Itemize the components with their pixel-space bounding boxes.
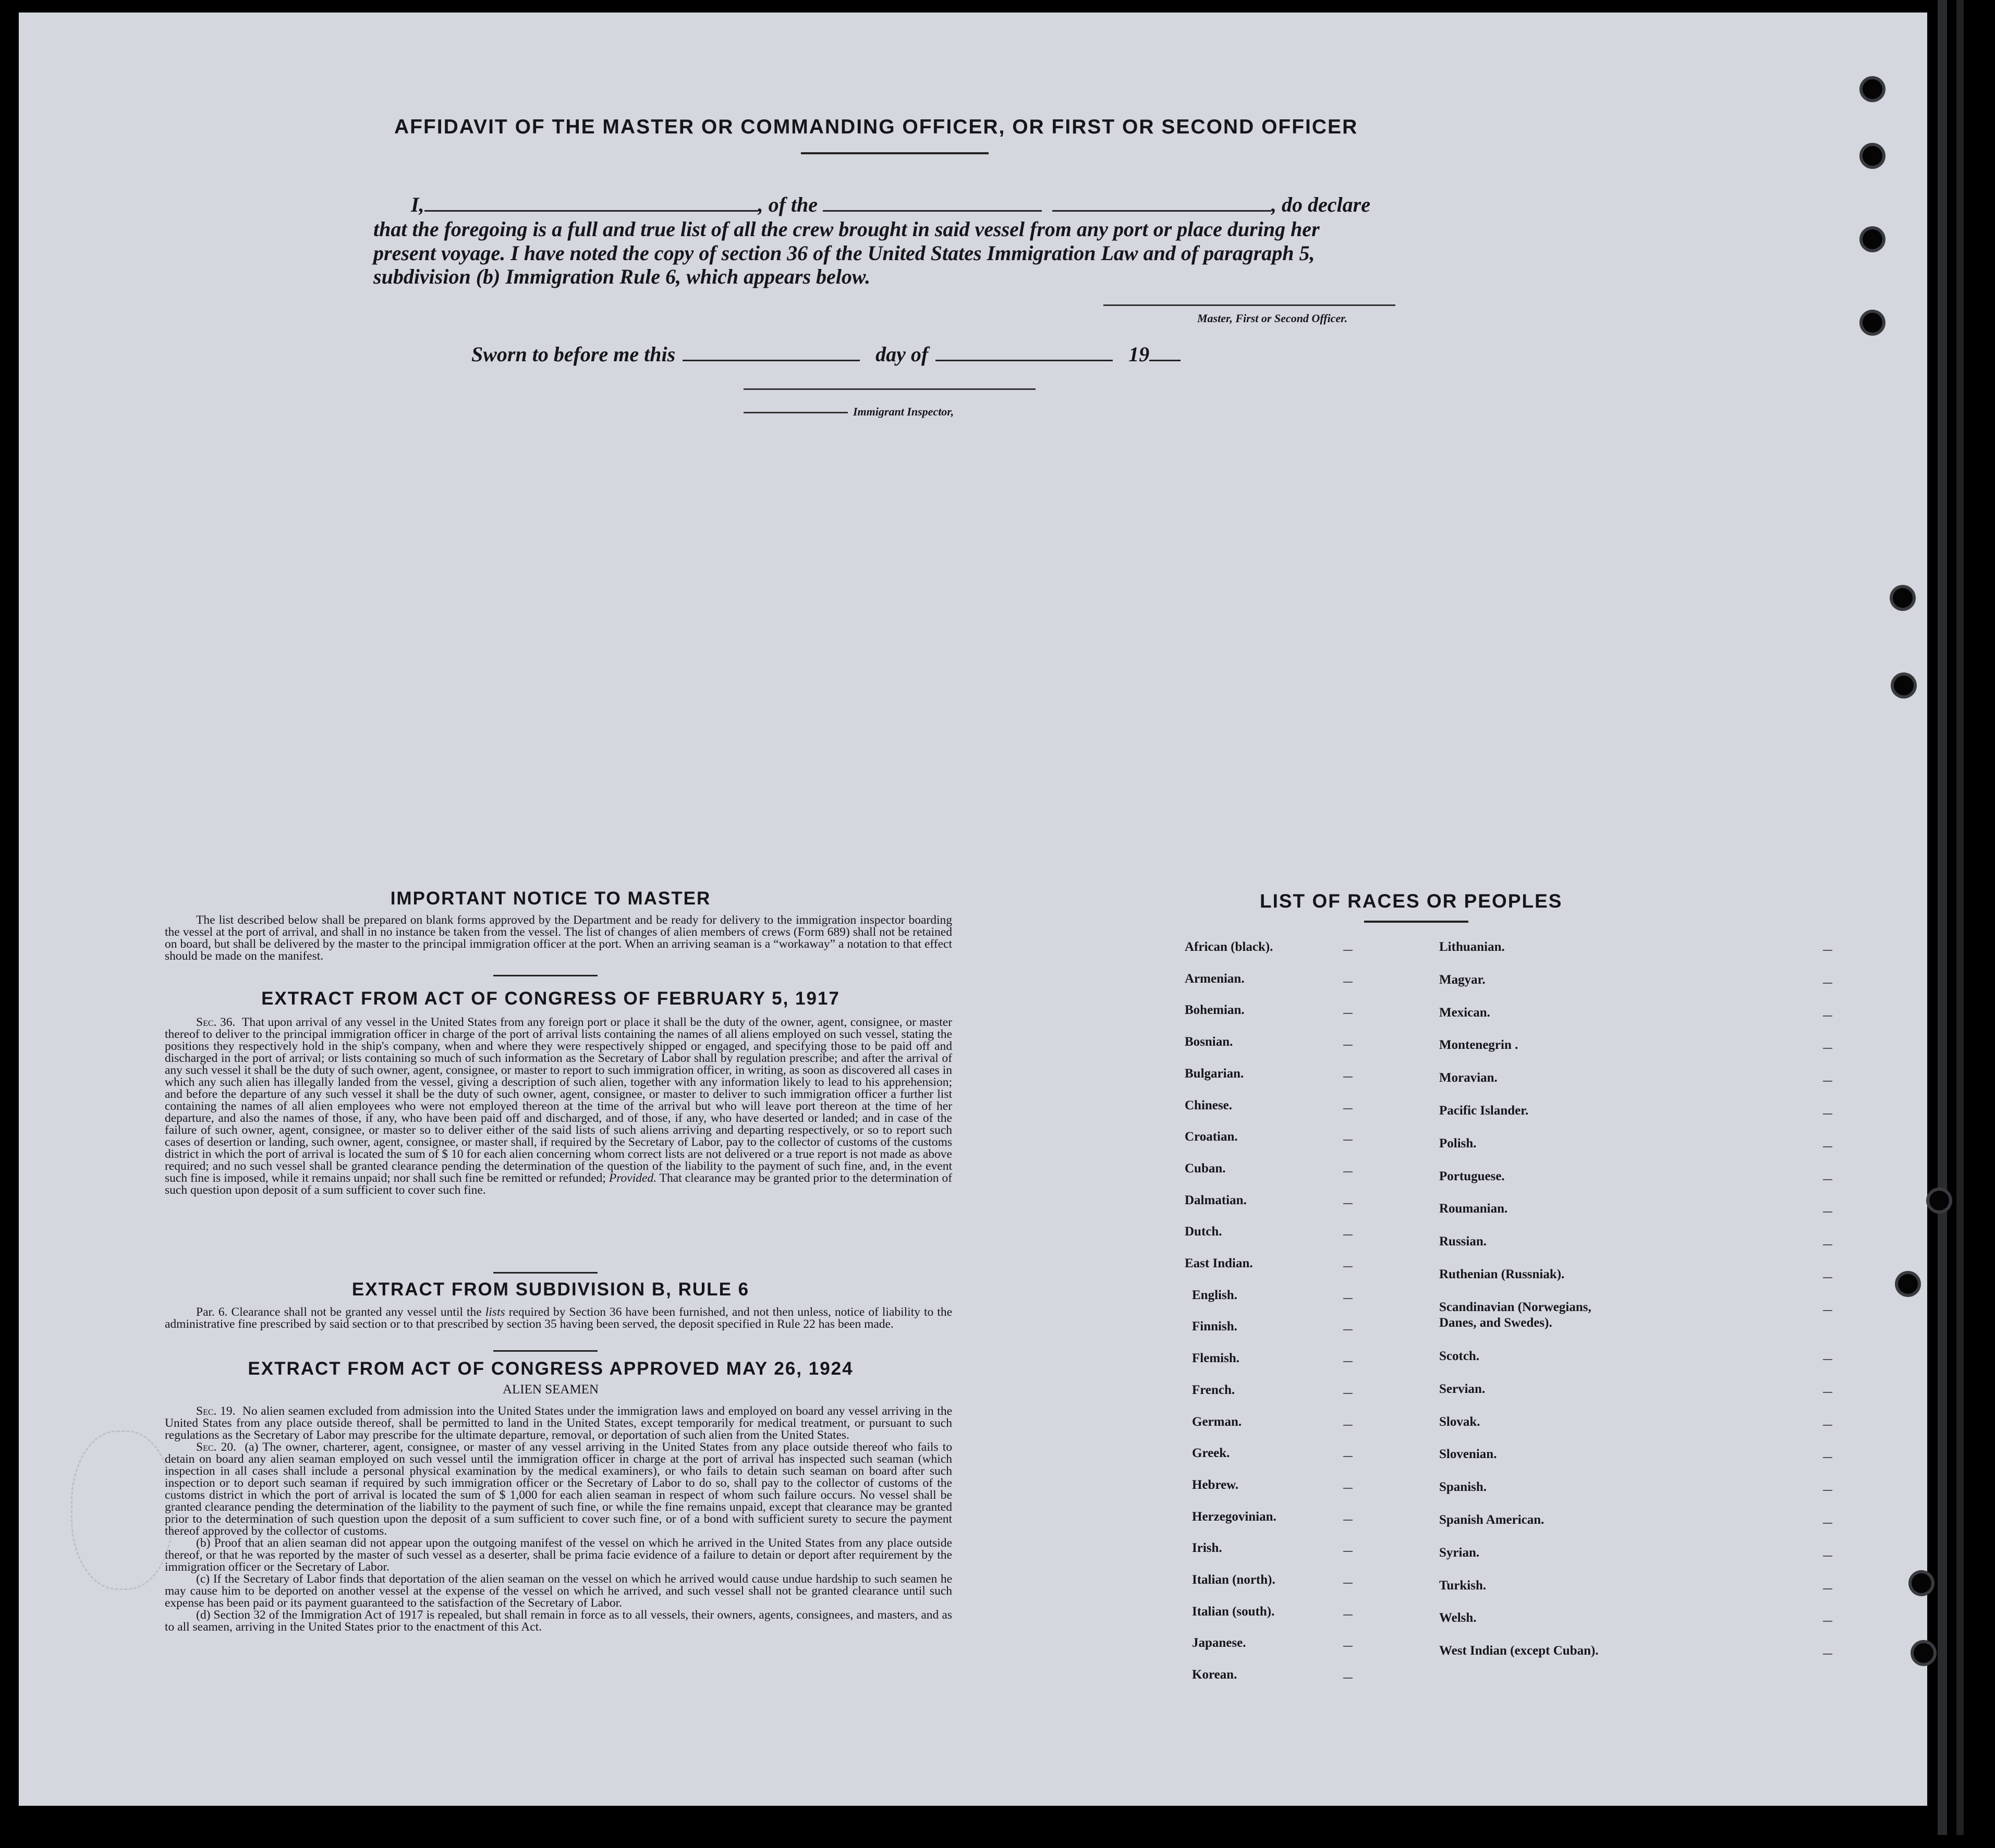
race-item: Italian (south). [1192,1605,1275,1619]
race-item: Moravian. [1439,1071,1498,1085]
affidavit-line-2: that the foregoing is a full and true list of all the crew brought in said vessel from any port or place during her [373,217,1320,241]
race-item: Lithuanian. [1439,940,1505,954]
sworn-year-prefix: 19 [1128,342,1150,366]
sworn-day-of: day of [875,342,929,366]
sec20d-paragraph: (d) Section 32 of the Immigration Act of 1917 is repealed, but shall remain in force as to all vessels, their owners, agents, consignees, and masters, and as to all seamen, arriving in the United States prior to the enactment of this Act. [165,1608,952,1634]
race-item: Finnish. [1192,1319,1237,1333]
leader-dash [1343,982,1353,983]
binding-hole [1894,676,1914,695]
leader-dash [1823,1310,1832,1311]
affidavit-line-4: subdivision (b) Immigration Rule 6, which appears below. [373,265,871,288]
sec20a-text: (a) The owner, charterer, agent, consignee, or master of any vessel arriving in the United States from any place outside thereof who fails to detain on board any alien seaman employed on such vessel until the immigration officer in charge at the port of arrival has inspected such seaman (which inspection in all cases shall include a personal physical examination by the medical examiners), or who fails to detain such seaman on board after such inspection or to deport such seaman if required by such immigration officer or the Secretary of Labor to do so, shall pay to the collector of customs of the customs district in which the port of arrival is located the sum of $ 1,000 for each alien seaman in respect of whom such failure occurs. No vessel shall be granted clearance pending the determination of the liability to the payment of such fine, or while the fine remains unpaid, except that clearance may be granted prior to the determination of such question upon the deposit of a sum sufficient to cover such fine, or of a bond with sufficient surety to secure the payment thereof approved by the collector of customs. [165,1440,953,1538]
race-item: Chinese. [1185,1098,1232,1112]
race-item: Montenegrin . [1439,1038,1518,1052]
leader-dash [1343,1614,1353,1616]
alien-seamen-subtitle: ALIEN SEAMEN [502,1382,599,1397]
race-item: Syrian. [1439,1546,1480,1560]
race-item: French. [1192,1383,1235,1397]
leader-dash [1823,950,1832,951]
race-item: Polish. [1439,1136,1477,1151]
par6-text-a: Par. 6. Clearance shall not be granted any vessel until the [196,1305,482,1319]
race-item: Italian (north). [1192,1573,1275,1587]
sec36-text-end: That clearance may be granted prior to the determination of such question upon deposit of a sum sufficient to cover such fine. [165,1171,953,1197]
notice-title: IMPORTANT NOTICE TO MASTER [390,888,711,909]
race-item: Herzegovinian. [1192,1510,1276,1524]
affidavit-i: I, [411,193,424,216]
leader-dash [1823,1211,1832,1213]
inspector-signature-line[interactable] [744,388,1036,390]
rank-field[interactable] [823,194,1042,212]
race-item: West Indian (except Cuban). [1439,1644,1599,1658]
race-item: Roumanian. [1439,1202,1508,1216]
leader-dash [1823,1277,1832,1278]
sec19-text: No alien seamen excluded from admission into the United States under the immigration laws and employed on board any vessel arriving in the United States from any place outside thereof, shall be permitted to land in the United States, except temporarily for medical treatment, or pursuant to such regulations as the Secretary of Labor may prescribe for the ultimate departure, removal, or deportation of such alien from the United States. [165,1404,953,1442]
leader-dash [1823,983,1832,984]
race-item: Turkish. [1439,1578,1487,1593]
leader-dash [1343,1646,1353,1647]
races-title-rule [1364,921,1468,923]
inspector-caption-rule [744,412,848,413]
leader-dash [1823,1490,1832,1491]
race-item: Dutch. [1185,1225,1222,1239]
race-item: Pacific Islander. [1439,1104,1529,1118]
race-item: Cuban. [1185,1161,1226,1176]
leader-dash [1343,1045,1353,1046]
race-item: Slovak. [1439,1415,1480,1429]
sworn-day-field[interactable] [683,344,860,361]
race-item: Mexican. [1439,1006,1490,1020]
race-item: Croatian. [1185,1130,1238,1144]
binding-hole [1893,588,1913,608]
leader-dash [1343,1520,1353,1521]
races-title: LIST OF RACES OR PEOPLES [1260,890,1563,912]
leader-dash [1823,1179,1832,1180]
binding-hole [1863,229,1882,249]
leader-dash [1823,1113,1832,1115]
race-item: Dalmatian. [1185,1193,1247,1207]
affidavit-title: AFFIDAVIT OF THE MASTER OR COMMANDING OFFICER, OR FIRST OR SECOND OFFICER [394,116,1358,138]
binding-hole [1863,313,1882,333]
leader-dash [1343,1013,1353,1014]
inspector-caption: Immigrant Inspector, [853,405,954,418]
leader-dash [1823,1015,1832,1017]
leader-dash [1343,1488,1353,1489]
leader-dash [1343,1551,1353,1552]
leader-dash [1343,1456,1353,1457]
leader-dash [1343,950,1353,951]
leader-dash [1343,1298,1353,1299]
affidavit-of-the: , of the [758,193,818,216]
binding-hole [1898,1274,1918,1294]
sworn-prefix: Sworn to before me this [471,342,676,366]
race-item: Magyar. [1439,973,1486,987]
leader-dash [1343,1361,1353,1362]
affidavit-title-rule [801,152,989,154]
race-item: German. [1192,1415,1242,1429]
race-item: Greek. [1192,1446,1230,1460]
race-item: Bosnian. [1185,1035,1233,1049]
embossed-seal [71,1430,173,1590]
sec20b-paragraph: (b) Proof that an alien seaman did not appear upon the outgoing manifest of the vessel on which he arrived in the United States from any place outside thereof, or that he was reported by the master of such vessel as a deserter, shall be prima facie evidence of a failure to detain or deport after requirement by the immigration officer or the Secretary of Labor. [165,1536,952,1574]
race-item: English. [1192,1288,1237,1302]
leader-dash [1823,1654,1832,1655]
sec36-text: That upon arrival of any vessel in the United States from any foreign port or place it shall be the duty of the owner, agent, consignee, or master thereof to deliver to the principal immigration officer in charge of the port of arrival lists containing the names of all aliens employed on such vessel, stating the positions they respectively hold in the ship's company, when and where they were respectively shipped or engaged, and specifying those to be paid off and discharged in the port of arrival; or lists containing so much of such information as the Secretary of Labor shall by regulation prescribe; and after the arrival of any such vessel it shall be the duty of such owner, agent, consignee, or master to report to such immigration officer, in writing, as soon as discovered all cases in which any such alien has illegally landed from the vessel, giving a description of such alien, together with any information likely to lead to his apprehension; and before the departure of any such vessel it shall be the duty of such owner, agent, consignee, or master to deliver to such immigration officer a further list containing the names of all alien employees who were not employed thereon at the time of the arrival but who will leave port thereon at the time of her departure, and also the names of those, if any, who have been paid off and discharged, and of those, if any, who have deserted or landed; and in case of the failure of such owner, agent, consignee, or master so to deliver either of the said lists of such aliens arriving and departing respectively, or so to report such cases of desertion or landing, such owner, agent, consignee, or master shall, if required by the Secretary of Labor, pay to the collector of customs of the customs district in which the port of arrival is located the sum of $ 10 for each alien concerning whom correct lists are not delivered or a true report is not made as above required; and no such vessel shall be granted clearance pending the determination of the question of the liability to the payment of such fine, and, in the event such fine is imposed, while it remains unpaid; nor shall such fine be remitted or refunded; [165,1015,952,1185]
par6-lists: lists [485,1305,505,1319]
extract-1924-text [165,1405,952,1633]
binding-hole [1863,79,1882,99]
leader-dash [1343,1203,1353,1204]
race-item: Irish. [1192,1541,1222,1555]
leader-dash [1823,1457,1832,1458]
sec20c-paragraph: (c) If the Secretary of Labor finds that deportation of the alien seaman on the vessel on which he arrived would cause undue hardship to such seamen he may cause him to be deported on another vessel at the expense of the vessel on which he arrived, and such vessel shall not be granted clearance until such expense has been paid or its payment guaranteed to the satisfaction of the Secretary of Labor. [165,1572,952,1610]
extract-rule6-title: EXTRACT FROM SUBDIVISION B, RULE 6 [351,1279,750,1300]
sec36-provided: Provided. [609,1171,657,1185]
binding-hole [1914,1643,1933,1663]
page-edge [1938,0,1947,1835]
binding-hole [1912,1573,1931,1593]
master-caption: Master, First or Second Officer. [1197,312,1348,325]
leader-dash [1823,1556,1832,1557]
sec20a-paragraph [165,1441,952,1537]
notice-rule [493,975,598,976]
page-edge-2 [1956,0,1964,1835]
race-item: Russian. [1439,1234,1487,1249]
extract-rule6-rule [493,1350,598,1352]
race-item: Hebrew. [1192,1478,1239,1492]
leader-dash [1343,1140,1353,1141]
sworn-line [471,342,1181,366]
race-item: Bohemian. [1185,1003,1245,1017]
extract-1917-text [165,1017,952,1196]
affidavit-line-1 [411,192,1370,217]
leader-dash [1823,1081,1832,1082]
leader-dash [1823,1392,1832,1393]
leader-dash [1823,1425,1832,1426]
race-item: Armenian. [1185,972,1245,986]
leader-dash [1823,1359,1832,1360]
leader-dash [1343,1425,1353,1426]
leader-dash [1343,1329,1353,1330]
extract-1917-title: EXTRACT FROM ACT OF CONGRESS OF FEBRUARY 5, 1917 [261,988,840,1009]
notice-paragraph: The list described below shall be prepared on blank forms approved by the Department and be ready for delivery to the immigration inspector boarding the vessel at the port of arrival, and shall in no instance be taken from the vessel. The list of changes of alien members of crews (Form 689) shall not be retained on board, but shall be delivered by the master to the principal immigration officer at the port. When an arriving seaman is a “workaway” a notation to that effect should be made on the manifest. [165,913,952,963]
leader-dash [1343,1393,1353,1394]
sec20-label: Sec. 20. [196,1440,236,1454]
race-item: Ruthenian (Russniak). [1439,1267,1565,1281]
vessel-field[interactable] [1052,194,1271,212]
sec19-paragraph [165,1405,952,1441]
sworn-year-field[interactable] [1149,344,1181,361]
affidavit-declare: , do declare [1271,193,1370,216]
master-signature-line[interactable] [1103,304,1395,306]
race-item: Korean. [1192,1668,1237,1682]
extract-1917-rule [493,1272,598,1274]
leader-dash [1823,1244,1832,1245]
race-item: African (black). [1185,940,1273,954]
leader-dash [1343,1583,1353,1584]
sec19-label: Sec. 19. [196,1404,236,1418]
leader-dash [1823,1588,1832,1589]
leader-dash [1343,1076,1353,1078]
leader-dash [1823,1048,1832,1049]
manifest-sheet [19,13,1927,1806]
leader-dash [1343,1678,1353,1679]
leader-dash [1343,1171,1353,1172]
race-item: Scandinavian (Norwegians, Danes, and Swedes). [1439,1300,1591,1330]
race-item: Scotch. [1439,1349,1480,1363]
race-item: Spanish American. [1439,1513,1544,1527]
race-item: East Indian. [1185,1256,1253,1270]
race-item: Portuguese. [1439,1169,1505,1183]
sworn-month-field[interactable] [935,344,1113,361]
leader-dash [1343,1108,1353,1109]
race-item: Japanese. [1192,1636,1246,1650]
extract-1924-title: EXTRACT FROM ACT OF CONGRESS APPROVED MAY 26, 1924 [248,1359,854,1379]
binding-hole [1929,1191,1949,1210]
race-item: Flemish. [1192,1351,1239,1365]
par6-paragraph [165,1306,952,1330]
race-item: Bulgarian. [1185,1067,1244,1081]
leader-dash [1343,1234,1353,1235]
declarant-name-field[interactable] [424,194,758,212]
leader-dash [1343,1266,1353,1267]
race-item: Spanish. [1439,1480,1487,1494]
notice-text [165,914,952,962]
binding-hole [1863,146,1882,166]
leader-dash [1823,1146,1832,1147]
sec36-label: Sec. 36. [196,1015,236,1029]
race-item: Servian. [1439,1382,1486,1396]
race-item: Slovenian. [1439,1447,1497,1461]
par6-text-b: required by Section 36 have been furnished, and not then unless, notice of liability to the administrative fine prescribed by said section or to that prescribed by section 35 having been served, the deposit specified in Rule 22 has been made. [165,1305,953,1331]
affidavit-line-3: present voyage. I have noted the copy of section 36 of the United States Immigration Law and of paragraph 5, [373,241,1315,265]
leader-dash [1823,1621,1832,1622]
extract-rule6-text [165,1306,952,1330]
race-item: Welsh. [1439,1611,1477,1625]
sec36-paragraph [165,1017,952,1196]
leader-dash [1823,1523,1832,1524]
